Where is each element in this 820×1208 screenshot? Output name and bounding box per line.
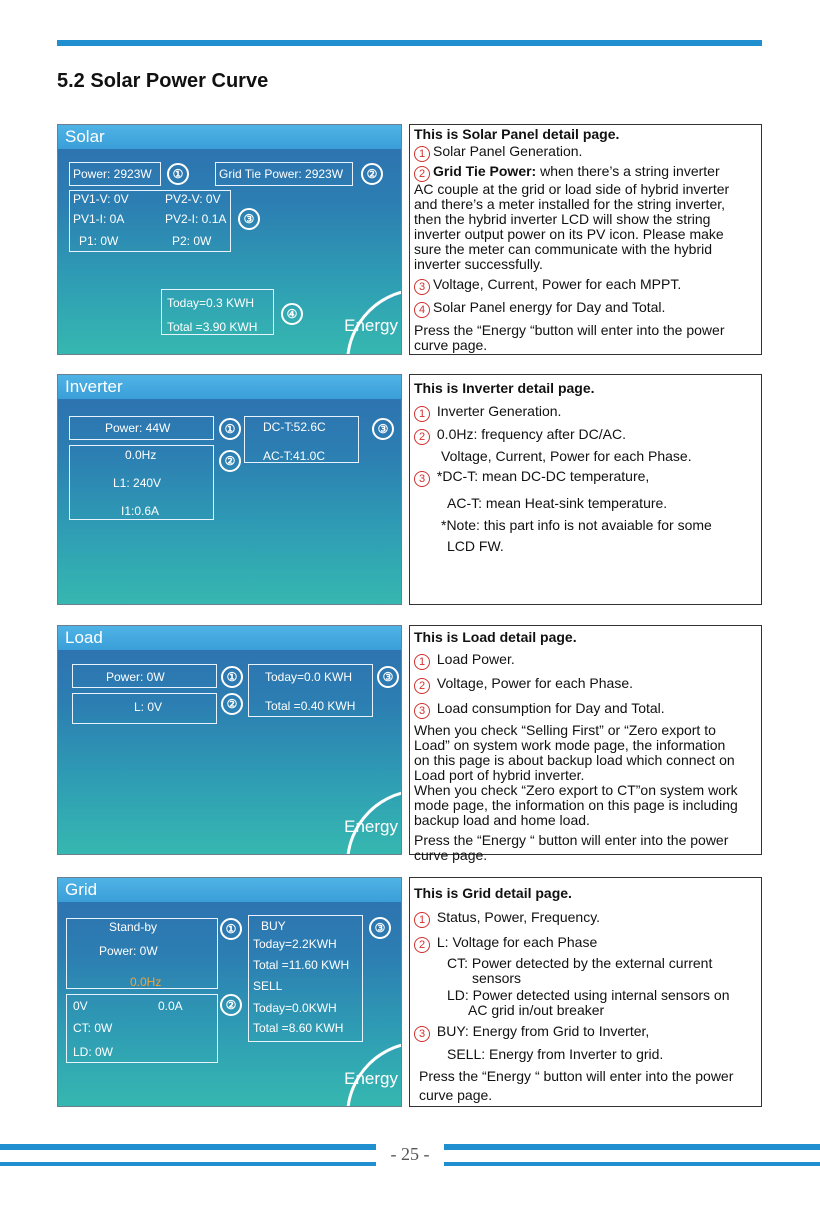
grid-voltage: 0V <box>73 999 88 1013</box>
footer-rule-left-thin <box>0 1162 376 1166</box>
solar-desc-item4: Solar Panel energy for Day and Total. <box>433 299 666 315</box>
load-desc-para1: on this page is about backup load which connect on <box>414 752 735 768</box>
grid-desc-item3-sub: SELL: Energy from Inverter to grid. <box>447 1046 664 1062</box>
inverter-desc-item3: *DC-T: mean DC-DC temperature, <box>436 468 650 484</box>
grid-buy-today: Today=2.2KWH <box>253 937 337 951</box>
solar-screen <box>57 124 402 355</box>
grid-sell: SELL <box>253 979 283 993</box>
grid-desc-item2: L: Voltage for each Phase <box>436 934 598 950</box>
grid-sell-total: Total =8.60 KWH <box>253 1021 344 1035</box>
circle-number-icon: 1 <box>414 912 430 928</box>
solar-marker-3: ③ <box>238 208 260 230</box>
inverter-desc-item3-sub: AC-T: mean Heat-sink temperature. <box>447 495 668 511</box>
grid-desc-head: This is Grid detail page. <box>414 885 572 901</box>
circle-number-icon: 3 <box>414 279 430 295</box>
circle-number-icon: 3 <box>414 1026 430 1042</box>
load-power: Power: 0W <box>106 670 165 684</box>
footer-rule-left <box>0 1144 376 1150</box>
load-desc-head: This is Load detail page. <box>414 629 577 645</box>
solar-power: Power: 2923W <box>73 167 152 181</box>
circle-number-icon: 3 <box>414 703 430 719</box>
load-desc-para2: backup load and home load. <box>414 812 590 828</box>
solar-screen-title: Solar <box>58 125 401 149</box>
load-desc-para2: mode page, the information on this page is including <box>414 797 738 813</box>
grid-desc-ld-line1: LD: Power detected using internal sensors on <box>447 987 730 1003</box>
solar-description <box>409 124 762 355</box>
grid-desc-ct-line2: sensors <box>472 970 522 986</box>
load-marker-2: ② <box>221 693 243 715</box>
solar-energy-button[interactable]: Energy <box>344 316 398 335</box>
inverter-dc-t: DC-T:52.6C <box>263 420 326 434</box>
grid-marker-2: ② <box>220 994 242 1016</box>
inverter-desc-head: This is Inverter detail page. <box>414 380 595 396</box>
solar-desc-item2-bold: Grid Tie Power: <box>433 163 537 179</box>
solar-p1: P1: 0W <box>79 234 119 248</box>
solar-desc-item3: Voltage, Current, Power for each MPPT. <box>433 276 682 292</box>
load-desc-para1: When you check “Selling First” or “Zero export to <box>414 722 716 738</box>
grid-frequency: 0.0Hz <box>130 975 162 989</box>
solar-pv1-v: PV1-V: 0V <box>73 192 129 206</box>
solar-desc-item2-line: inverter output power on its PV icon. Please make <box>414 226 724 242</box>
inverter-screen <box>57 374 402 605</box>
grid-buy-total: Total =11.60 KWH <box>253 958 350 972</box>
load-desc-para2: When you check “Zero export to CT”on system work <box>414 782 738 798</box>
top-rule <box>57 40 762 46</box>
grid-desc-note: Press the “Energy “ button will enter into the power <box>419 1068 734 1084</box>
inverter-desc-item2-sub: Voltage, Current, Power for each Phase. <box>441 448 692 464</box>
grid-marker-3: ③ <box>369 917 391 939</box>
load-description <box>409 625 762 863</box>
footer-rule-right-thin <box>444 1162 820 1166</box>
circle-number-icon: 2 <box>414 429 430 445</box>
inverter-screen-title: Inverter <box>58 375 401 399</box>
circle-number-icon: 2 <box>414 166 430 182</box>
grid-marker-1: ① <box>220 918 242 940</box>
solar-desc-item2-line: AC couple at the grid or load side of hybrid inverter <box>414 181 730 197</box>
solar-marker-1: ① <box>167 163 189 185</box>
solar-p2: P2: 0W <box>172 234 212 248</box>
circle-number-icon: 4 <box>414 302 430 318</box>
solar-grid-tie-power: Grid Tie Power: 2923W <box>219 167 344 181</box>
page-number: - 25 - <box>390 1144 430 1164</box>
grid-screen-title: Grid <box>58 878 401 902</box>
solar-marker-2: ② <box>361 163 383 185</box>
grid-desc-item1: Status, Power, Frequency. <box>436 909 601 925</box>
grid-desc-ld-line2: AC grid in/out breaker <box>468 1002 605 1018</box>
inverter-power: Power: 44W <box>105 421 171 435</box>
load-desc-item2: Voltage, Power for each Phase. <box>436 675 634 691</box>
grid-ct: CT: 0W <box>73 1021 113 1035</box>
inverter-frequency: 0.0Hz <box>125 448 157 462</box>
load-total: Total =0.40 KWH <box>265 699 356 713</box>
solar-desc-item2-line: sure the meter can communicate with the hybrid <box>414 241 713 257</box>
circle-number-icon: 2 <box>414 937 430 953</box>
solar-total: Total =3.90 KWH <box>167 320 258 334</box>
circle-number-icon: 3 <box>414 471 430 487</box>
solar-desc-head: This is Solar Panel detail page. <box>414 126 620 142</box>
solar-desc-item1: Solar Panel Generation. <box>433 143 583 159</box>
load-desc-note: Press the “Energy “ button will enter into the power <box>414 832 729 848</box>
solar-pv2-v: PV2-V: 0V <box>165 192 221 206</box>
solar-desc-note: curve page. <box>414 337 488 353</box>
grid-desc-ct-line1: CT: Power detected by the external current <box>447 955 713 971</box>
solar-marker-4: ④ <box>281 303 303 325</box>
circle-number-icon: 2 <box>414 678 430 694</box>
grid-description <box>409 877 762 1107</box>
solar-pv1-i: PV1-I: 0A <box>73 212 125 226</box>
grid-desc-item3: BUY: Energy from Grid to Inverter, <box>436 1023 650 1039</box>
inverter-marker-3: ③ <box>372 418 394 440</box>
grid-power: Power: 0W <box>99 944 158 958</box>
grid-ld: LD: 0W <box>73 1045 114 1059</box>
section-title: 5.2 Solar Power Curve <box>57 70 269 92</box>
inverter-l1: L1: 240V <box>113 476 162 490</box>
solar-desc-item2-line: then the hybrid inverter LCD will show the string <box>414 211 711 227</box>
load-marker-1: ① <box>221 666 243 688</box>
solar-desc-item2-line: inverter successfully. <box>414 256 543 272</box>
load-desc-para1: Load port of hybrid inverter. <box>414 767 585 783</box>
inverter-desc-note2: LCD FW. <box>447 538 504 554</box>
grid-buy: BUY <box>261 919 286 933</box>
load-screen-title: Load <box>58 626 401 650</box>
circle-number-icon: 1 <box>414 654 430 670</box>
grid-sell-today: Today=0.0KWH <box>253 1001 337 1015</box>
inverter-desc-note1: *Note: this part info is not avaiable for some <box>441 517 712 533</box>
inverter-ac-t: AC-T:41.0C <box>263 449 326 463</box>
solar-desc-item2-line: and there’s a meter installed for the string inverter, <box>414 196 726 212</box>
footer-rule-right <box>444 1144 820 1150</box>
solar-pv2-i: PV2-I: 0.1A <box>165 212 227 226</box>
inverter-desc-item1: Inverter Generation. <box>436 403 562 419</box>
inverter-marker-2: ② <box>219 450 241 472</box>
solar-desc-item2-line: when there’s a string inverter <box>536 163 720 179</box>
inverter-marker-1: ① <box>219 418 241 440</box>
inverter-i1: I1:0.6A <box>121 504 160 518</box>
load-desc-item3: Load consumption for Day and Total. <box>436 700 665 716</box>
load-desc-item1: Load Power. <box>436 651 515 667</box>
inverter-desc-item2: 0.0Hz: frequency after DC/AC. <box>436 426 626 442</box>
circle-number-icon: 1 <box>414 406 430 422</box>
grid-energy-button[interactable]: Energy <box>344 1069 398 1088</box>
load-desc-para1: Load” on system work mode page, the information <box>414 737 726 753</box>
grid-current: 0.0A <box>158 999 183 1013</box>
load-l: L: 0V <box>134 700 163 714</box>
load-desc-note: curve page. <box>414 847 488 863</box>
load-energy-button[interactable]: Energy <box>344 817 398 836</box>
load-marker-3: ③ <box>377 666 399 688</box>
inverter-description <box>409 374 762 605</box>
load-screen <box>57 625 402 855</box>
load-today: Today=0.0 KWH <box>265 670 353 684</box>
circle-number-icon: 1 <box>414 146 430 162</box>
solar-today: Today=0.3 KWH <box>167 296 255 310</box>
grid-desc-note: curve page. <box>419 1087 493 1103</box>
grid-status: Stand-by <box>109 920 158 934</box>
grid-screen <box>57 877 402 1107</box>
solar-desc-note: Press the “Energy “button will enter into the power <box>414 322 725 338</box>
